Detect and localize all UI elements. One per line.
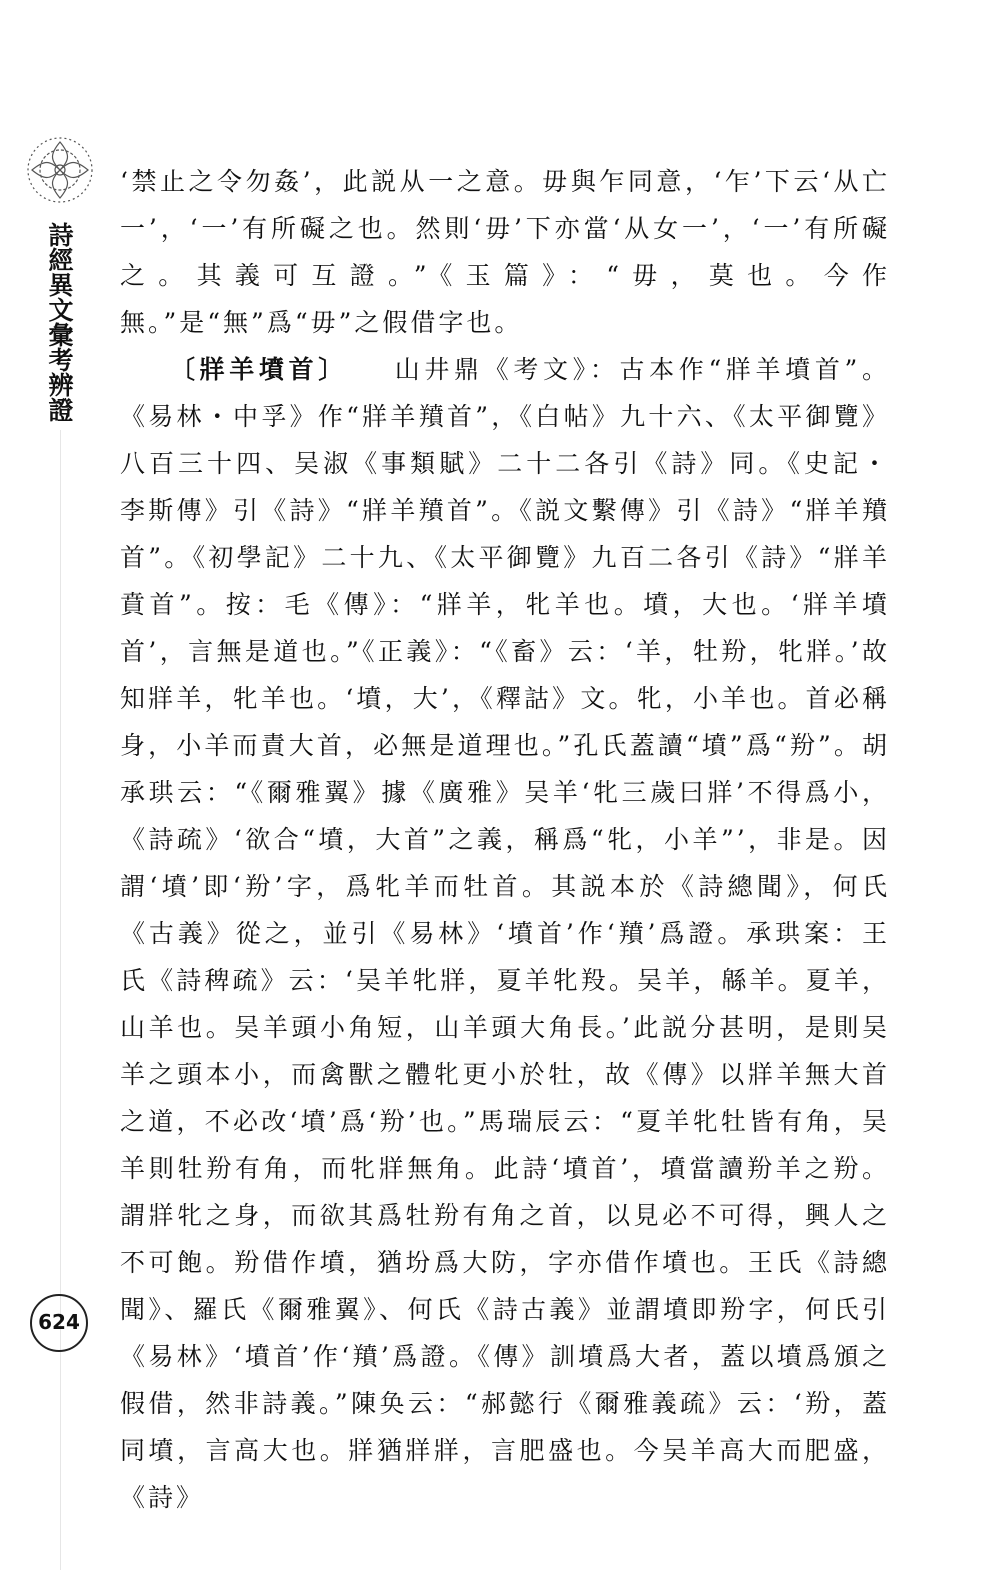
book-title-vertical: 詩經異文彙考辨證 xyxy=(45,222,74,422)
entry-heading: 〔牂羊墳首〕 xyxy=(170,355,336,384)
paragraph-entry xyxy=(120,346,890,1521)
body-text xyxy=(120,158,890,1521)
floral-ornament-icon xyxy=(18,128,102,212)
margin-rule xyxy=(60,430,61,1570)
entry-body: 山井鼎《考文》：古本作“牂羊墳首”。《易林・中孚》作“牂羊羵首”，《白帖》九十六、《太平御覽》八百三十四、吴淑《事類賦》二十二各引《詩》同。《史記・李斯傳》引《詩》“牂羊羵首”。《説文繫傳》引《詩》“牂羊羵首”。《初學記》二十九、《太平御覽》九百二各引《詩》“牂羊賁首”。按：毛《傳》：“牂羊，牝羊也。墳，大也。‘牂羊墳首’，言無是道也。”《正義》：“《畜》云：‘羊，牡羒，牝牂。’故知牂羊，牝羊也。‘墳，大’，《釋詁》文。牝，小羊也。首必稱身，小羊而責大首，必無是道理也。”孔氏蓋讀“墳”爲“羒”。胡承珙云：“《爾雅翼》據《廣雅》吴羊‘牝三歲曰牂’不得爲小，《詩疏》‘欲合“墳，大首”之義，稱爲“牝，小羊”’，非是。因謂‘墳’即‘羒’字，爲牝羊而牡首。其説本於《詩總聞》，何氏《古義》從之，並引《易林》‘墳首’作‘羵’爲證。承珙案：王氏《詩稗疏》云：‘吴羊牝牂，夏羊牝羖。吴羊，緜羊。夏羊，山羊也。吴羊頭小角短，山羊頭大角長。’此説分甚明，是則吴羊之頭本小，而禽獸之體牝更小於牡，故《傳》以牂羊無大首之道，不必改‘墳’爲‘羒’也。”馬瑞辰云：“夏羊牝牡皆有角，吴羊則牡羒有角，而牝牂無角。此詩‘墳首’，墳當讀羒羊之羒。謂牂牝之身，而欲其爲牡羒有角之首，以見必不可得，興人之不可飽。羒借作墳，猶坋爲大防，字亦借作墳也。王氏《詩總聞》、羅氏《爾雅翼》、何氏《詩古義》並謂墳即羒字，何氏引《易林》‘墳首’作‘羵’爲證。《傳》訓墳爲大者，蓋以墳爲頒之假借，然非詩義。”陳奂云：“郝懿行《爾雅義疏》云：‘羒，蓋同墳，言高大也。牂猶牂牂，言肥盛也。今吴羊高大而肥盛，《詩》 xyxy=(120,355,890,1512)
page-number-label: 624 xyxy=(38,1310,80,1334)
paragraph-continued: ‘禁止之令勿姦’，此説从一之意。毋與乍同意，‘乍’下云‘从亡一’，‘一’有所礙之也。然則‘毋’下亦當‘从女一’，‘一’有所礙之。其義可互證。”《玉篇》：“毋，莫也。今作無。”是“無”爲“毋”之假借字也。 xyxy=(120,167,890,337)
page-number xyxy=(30,1294,90,1354)
